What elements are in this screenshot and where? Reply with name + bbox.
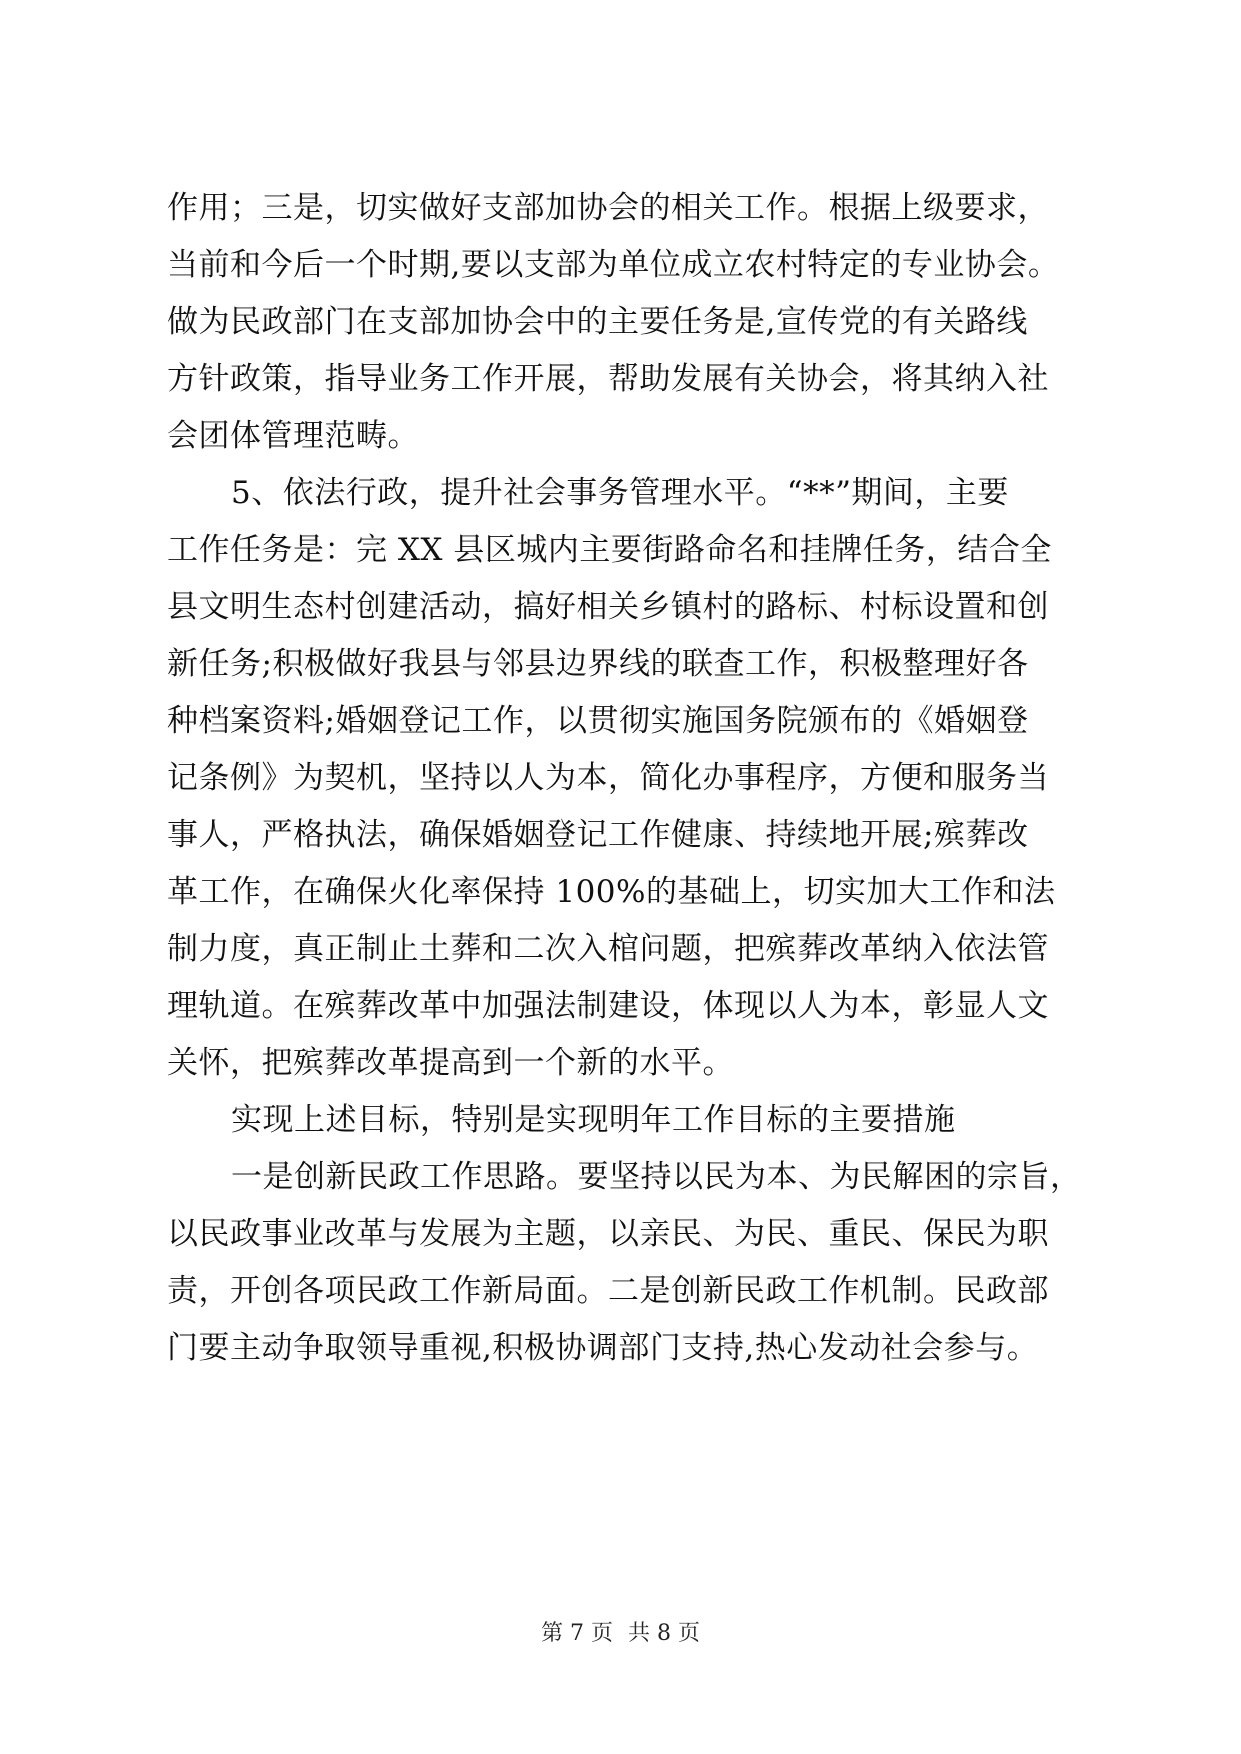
text-line: 制力度，真正制止土葬和二次入棺问题，把殡葬改革纳入依法管 xyxy=(167,931,1049,967)
text-line: 种档案资料;婚姻登记工作，以贯彻实施国务院颁布的《婚姻登 xyxy=(167,703,1029,739)
text-line: 理轨道。在殡葬改革中加强法制建设，体现以人为本，彰显人文 xyxy=(167,988,1049,1024)
page-total: 共 8 页 xyxy=(628,1621,700,1646)
text-line: 会团体管理范畴。 xyxy=(167,418,419,454)
text-line: 做为民政部门在支部加协会中的主要任务是,宣传党的有关路线 xyxy=(167,304,1028,340)
text-line: 作用；三是，切实做好支部加协会的相关工作。根据上级要求， xyxy=(167,190,1049,226)
text-line: 责，开创各项民政工作新局面。二是创新民政工作机制。民政部 xyxy=(167,1273,1049,1309)
paragraph-first-line: 实现上述目标，特别是实现明年工作目标的主要措施 xyxy=(231,1102,956,1138)
text-line: 关怀，把殡葬改革提高到一个新的水平。 xyxy=(167,1045,734,1081)
text-line: 事人，严格执法，确保婚姻登记工作健康、持续地开展;殡葬改 xyxy=(167,817,1029,853)
text-line: 新任务;积极做好我县与邻县边界线的联查工作，积极整理好各 xyxy=(167,646,1029,682)
text-line: 工作任务是：完 XX 县区城内主要街路命名和挂牌任务，结合全 xyxy=(167,532,1052,568)
text-line: 方针政策，指导业务工作开展，帮助发展有关协会，将其纳入社 xyxy=(167,361,1049,397)
text-line: 记条例》为契机，坚持以人为本，简化办事程序，方便和服务当 xyxy=(167,760,1049,796)
page-footer xyxy=(0,1620,1241,1648)
paragraph-first-line: 5、依法行政，提升社会事务管理水平。“**”期间，主要 xyxy=(231,475,1009,511)
text-line: 门要主动争取领导重视,积极协调部门支持,热心发动社会参与。 xyxy=(167,1330,1039,1366)
text-line: 以民政事业改革与发展为主题，以亲民、为民、重民、保民为职 xyxy=(167,1216,1049,1252)
text-line: 革工作，在确保火化率保持 100%的基础上，切实加大工作和法 xyxy=(167,874,1056,910)
text-line: 当前和今后一个时期,要以支部为单位成立农村特定的专业协会。 xyxy=(167,247,1060,283)
text-line: 县文明生态村创建活动，搞好相关乡镇村的路标、村标设置和创 xyxy=(167,589,1049,625)
paragraph-first-line: 一是创新民政工作思路。要坚持以民为本、为民解困的宗旨， xyxy=(231,1159,1082,1195)
page-number: 第 7 页 xyxy=(541,1621,613,1646)
